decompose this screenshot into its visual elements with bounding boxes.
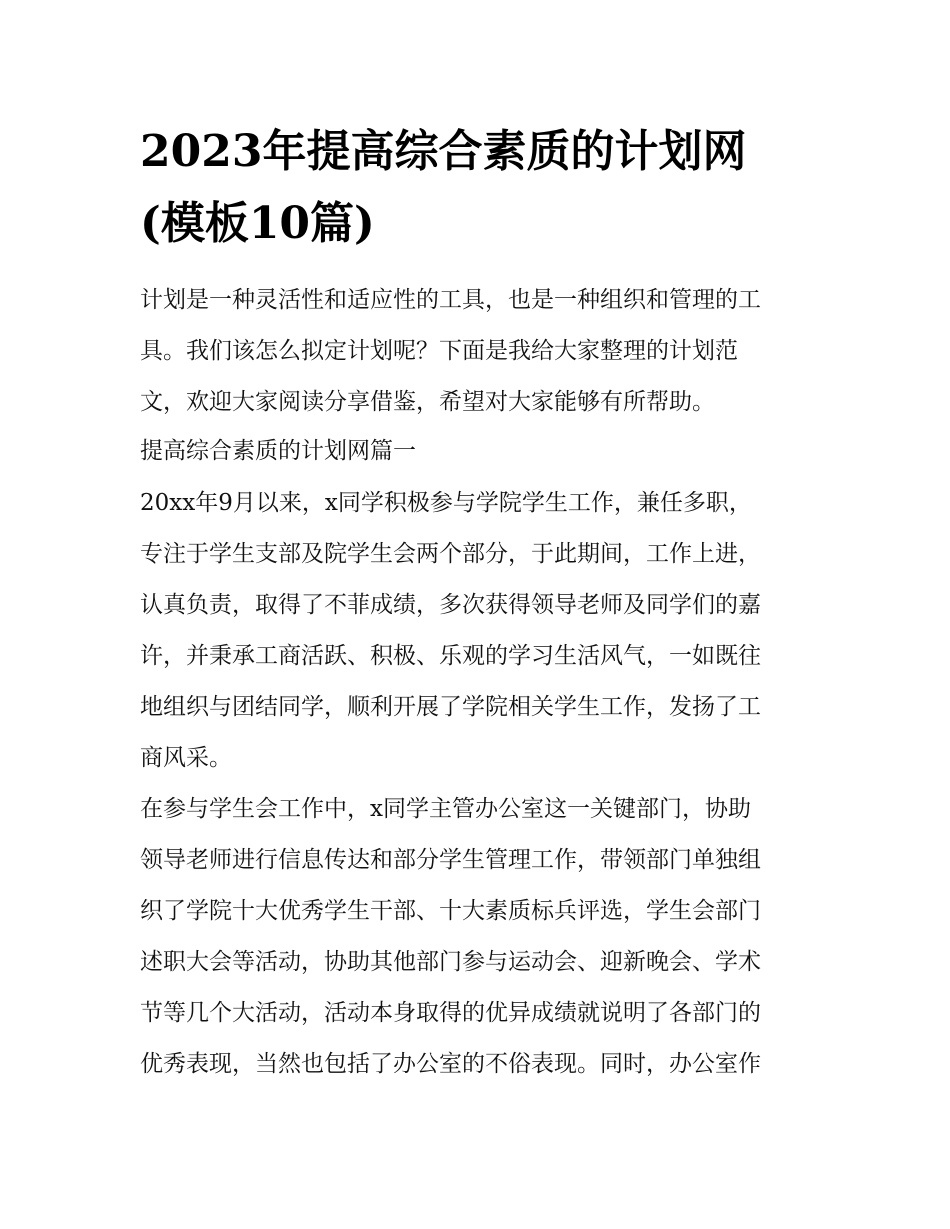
document-title [140, 116, 830, 260]
text-line: 述职大会等活动，协助其他部门参与运动会、迎新晚会、学术 [140, 949, 761, 975]
text-line: 节等几个大活动，活动本身取得的优异成绩就说明了各部门的 [140, 1000, 761, 1026]
text-line: 织了学院十大优秀学生干部、十大素质标兵评选，学生会部门 [140, 898, 761, 924]
text-line: 专注于学生支部及院学生会两个部分，于此期间，工作上进， [140, 541, 761, 567]
text-line: 文，欢迎大家阅读分享借鉴，希望对大家能够有所帮助。 [140, 389, 715, 415]
title-line-1: 2023年提高综合素质的计划网 [140, 126, 747, 177]
title-line-2: (模板10篇) [140, 198, 375, 249]
text-line: 认真负责，取得了不菲成绩，多次获得领导老师及同学们的嘉 [140, 592, 761, 618]
section-heading: 提高综合素质的计划网篇一 [140, 438, 416, 464]
text-line: 在参与学生会工作中，x同学主管办公室这一关键部门，协助 [140, 796, 751, 822]
text-line: 优秀表现，当然也包括了办公室的不俗表现。同时，办公室作 [140, 1051, 761, 1077]
text-line: 商风采。 [140, 745, 232, 771]
text-line: 具。我们该怎么拟定计划呢？下面是我给大家整理的计划范 [140, 338, 738, 364]
text-line: 许，并秉承工商活跃、积极、乐观的学习生活风气，一如既往 [140, 643, 761, 669]
text-line: 计划是一种灵活性和适应性的工具，也是一种组织和管理的工 [140, 287, 761, 313]
text-line: 20xx年9月以来，x同学积极参与学院学生工作，兼任多职， [140, 490, 752, 516]
text-line: 领导老师进行信息传达和部分学生管理工作，带领部门单独组 [140, 847, 761, 873]
text-line: 地组织与团结同学，顺利开展了学院相关学生工作，发扬了工 [140, 694, 761, 720]
